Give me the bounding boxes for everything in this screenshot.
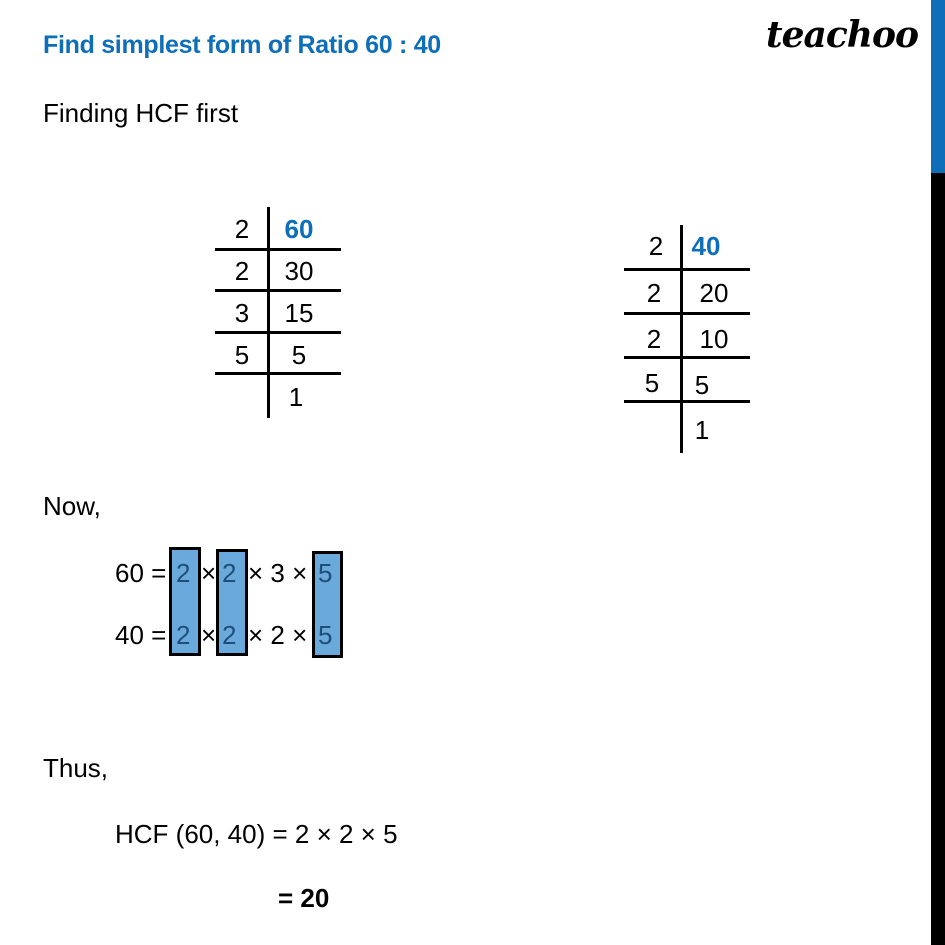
table-divider-vertical — [680, 225, 683, 453]
divisor-cell: 5 — [234, 340, 250, 370]
table-divider-horizontal — [624, 400, 750, 403]
now-label: Now, — [43, 491, 101, 521]
times-sign: × — [201, 558, 217, 588]
divisor-cell: 2 — [234, 214, 250, 244]
intro-text: Finding HCF first — [43, 98, 239, 128]
table-divider-horizontal — [624, 268, 750, 271]
table-divider-horizontal — [624, 312, 750, 315]
factor-2: 2 — [222, 558, 237, 588]
divisor-cell: 5 — [644, 368, 660, 398]
dividend-cell: 5 — [694, 370, 710, 400]
times-3-times: × 3 × — [248, 558, 308, 588]
table-divider-horizontal — [624, 356, 750, 359]
page-title: Find simplest form of Ratio 60 : 40 — [43, 31, 441, 59]
table-divider-horizontal — [215, 372, 341, 375]
edge-dark-bar — [931, 173, 945, 945]
table-divider-horizontal — [215, 248, 341, 251]
dividend-cell: 40 — [691, 231, 721, 261]
table-divider-horizontal — [215, 331, 341, 334]
dividend-cell: 60 — [284, 214, 314, 244]
dividend-cell: 15 — [284, 298, 314, 328]
dividend-cell: 1 — [694, 415, 710, 445]
divisor-cell: 2 — [646, 278, 662, 308]
hcf-expression: HCF (60, 40) = 2 × 2 × 5 — [115, 819, 398, 849]
factor-2: 2 — [176, 620, 191, 650]
dividend-cell: 5 — [291, 340, 307, 370]
table-divider-vertical — [267, 207, 270, 418]
divisor-cell: 2 — [234, 256, 250, 286]
teachoo-logo: teachoo — [766, 14, 918, 56]
equation-lhs: 60 = — [115, 558, 167, 588]
thus-label: Thus, — [43, 753, 109, 783]
divisor-cell: 3 — [234, 298, 250, 328]
dividend-cell: 20 — [699, 278, 729, 308]
factor-2: 2 — [222, 620, 237, 650]
dividend-cell: 1 — [288, 382, 304, 412]
dividend-cell: 30 — [284, 256, 314, 286]
factor-5: 5 — [318, 558, 333, 588]
table-divider-horizontal — [215, 289, 341, 292]
factor-5: 5 — [318, 620, 333, 650]
dividend-cell: 10 — [699, 324, 729, 354]
equation-lhs: 40 = — [115, 620, 167, 650]
factor-2: 2 — [176, 558, 191, 588]
divisor-cell: 2 — [646, 324, 662, 354]
times-sign: × — [201, 620, 217, 650]
edge-accent-bar — [931, 0, 945, 173]
hcf-result: = 20 — [278, 883, 330, 913]
divisor-cell: 2 — [648, 231, 664, 261]
times-2-times: × 2 × — [248, 620, 308, 650]
